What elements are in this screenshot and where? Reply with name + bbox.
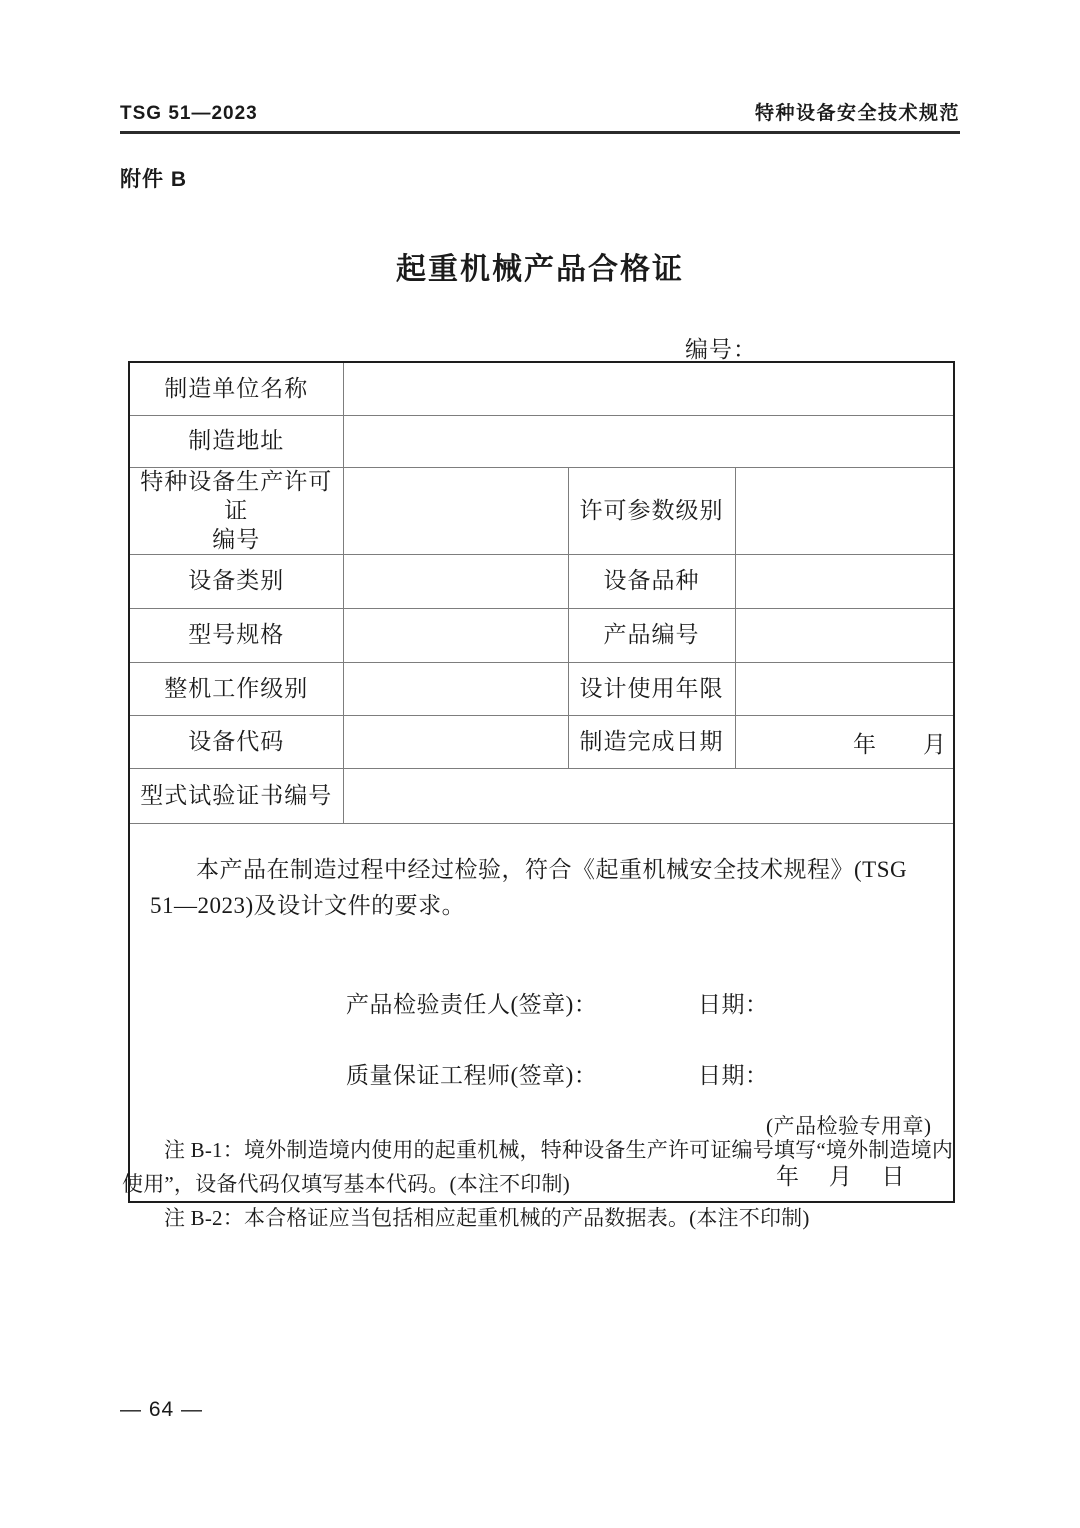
- inspection-seal-note: (产品检验专用章): [766, 1113, 932, 1138]
- inspector-signature-label: 产品检验责任人(签章)：: [346, 991, 598, 1017]
- field-value-production-license-no[interactable]: [343, 468, 568, 555]
- field-label-design-service-life: 设计使用年限: [568, 663, 735, 716]
- signature-row-inspector: [346, 986, 933, 1019]
- table-row: [129, 468, 954, 555]
- running-header: [120, 98, 960, 125]
- field-value-model-spec[interactable]: [343, 609, 568, 663]
- page-number: — 64 —: [120, 1398, 204, 1421]
- field-label-equipment-code: 设备代码: [129, 716, 343, 769]
- field-label-equipment-variety: 设备品种: [568, 555, 735, 609]
- field-label-type-test-certificate-no: 型式试验证书编号: [129, 769, 343, 824]
- header-rule-divider: [120, 131, 960, 134]
- qa-engineer-signature-label: 质量保证工程师(签章)：: [346, 1062, 598, 1088]
- field-label-product-number: 产品编号: [568, 609, 735, 663]
- notes-section: [122, 1133, 962, 1235]
- conformity-statement: 本产品在制造过程中经过检验，符合《起重机械安全技术规程》(TSG 51—2023)及设计文件的要求。: [150, 857, 908, 918]
- table-row: [129, 769, 954, 824]
- license-label-line2: 编号: [212, 526, 261, 552]
- page-title: 起重机械产品合格证: [396, 253, 684, 286]
- field-value-manufacturer-name[interactable]: [343, 362, 954, 416]
- serial-number-label: 编号：: [685, 337, 757, 362]
- field-value-product-number[interactable]: [735, 609, 954, 663]
- field-value-license-parameter-grade[interactable]: [735, 468, 954, 555]
- table-row: [129, 609, 954, 663]
- field-label-machine-work-class: 整机工作级别: [129, 663, 343, 716]
- field-label-equipment-category: 设备类别: [129, 555, 343, 609]
- certificate-table-container: [128, 361, 953, 1203]
- inspector-date-label: 日期：: [698, 991, 769, 1017]
- date-month-marker: 月: [923, 731, 947, 757]
- field-value-type-test-certificate-no[interactable]: [343, 769, 954, 824]
- table-row: [129, 416, 954, 468]
- note-b1: 注 B-1：境外制造境内使用的起重机械，特种设备生产许可证编号填写“境外制造境内使用”，设备代码仅填写基本代码。(本注不印制): [122, 1138, 954, 1197]
- field-label-manufacture-address: 制造地址: [129, 416, 343, 468]
- field-value-design-service-life[interactable]: [735, 663, 954, 716]
- field-value-equipment-variety[interactable]: [735, 555, 954, 609]
- table-row: [129, 555, 954, 609]
- field-label-manufacture-completion-date: 制造完成日期: [568, 716, 735, 769]
- field-value-equipment-code[interactable]: [343, 716, 568, 769]
- field-label-model-spec: 型号规格: [129, 609, 343, 663]
- annex-label: 附件 B: [120, 168, 187, 191]
- table-row: [129, 716, 954, 769]
- license-label-line1: 特种设备生产许可证: [140, 469, 333, 523]
- standard-code: TSG 51—2023: [120, 103, 258, 124]
- field-label-production-license-no: [129, 468, 343, 555]
- field-value-manufacture-completion-date[interactable]: [735, 716, 954, 769]
- table-row: [129, 663, 954, 716]
- field-label-license-parameter-grade: 许可参数级别: [568, 468, 735, 555]
- table-row: [129, 362, 954, 416]
- date-year-marker: 年: [853, 731, 877, 757]
- field-label-manufacturer-name: 制造单位名称: [129, 362, 343, 416]
- signature-row-qa-engineer: [346, 1057, 933, 1090]
- field-value-manufacture-address[interactable]: [343, 416, 954, 468]
- field-value-equipment-category[interactable]: [343, 555, 568, 609]
- qa-engineer-date-label: 日期：: [698, 1062, 769, 1088]
- standard-name: 特种设备安全技术规范: [754, 103, 960, 124]
- seal-date-line: 年 月 日: [776, 1163, 917, 1189]
- note-b2: 注 B-2：本合格证应当包括相应起重机械的产品数据表。(本注不印制): [164, 1206, 810, 1231]
- certificate-table: [128, 361, 955, 1203]
- field-value-machine-work-class[interactable]: [343, 663, 568, 716]
